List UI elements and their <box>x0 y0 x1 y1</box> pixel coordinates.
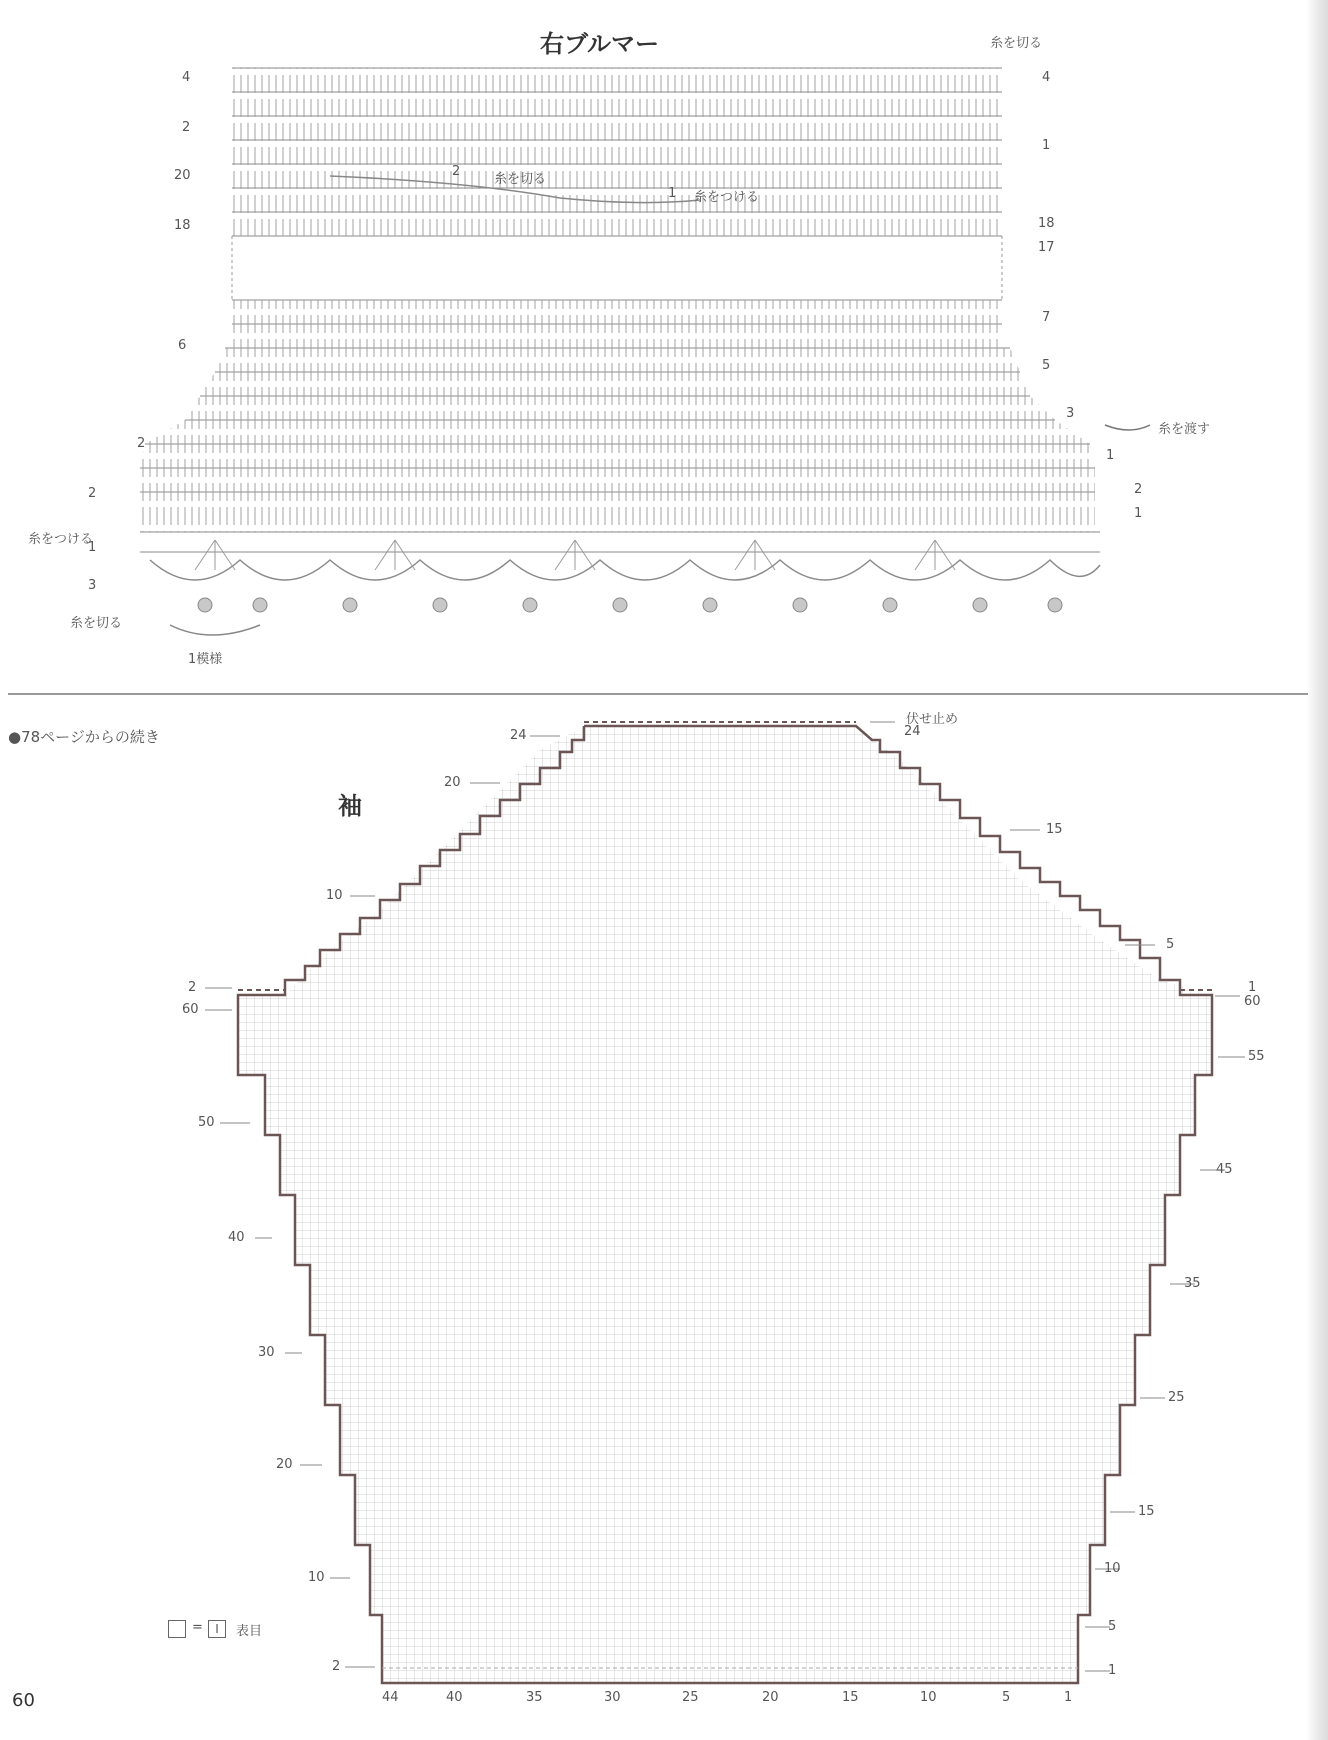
sleeve-row-right: 1 <box>1248 980 1257 995</box>
sleeve-col-number: 10 <box>920 1690 937 1705</box>
note-cut-yarn-bottom: 糸を切る <box>70 616 123 631</box>
row-number-left: 3 <box>88 578 97 593</box>
legend-label: 表目 <box>236 1624 263 1639</box>
sleeve-grid-cells <box>230 720 1220 1690</box>
sleeve-row-right: 24 <box>904 724 921 739</box>
sleeve-col-number: 20 <box>762 1690 779 1705</box>
sleeve-row-left: 40 <box>228 1230 245 1245</box>
short-row-number: 1 <box>668 186 677 201</box>
continuation-note: ●78ページからの続き <box>8 728 160 746</box>
row-number-left: 1 <box>88 540 97 555</box>
row-number-right: 5 <box>1042 358 1051 373</box>
row-number-left: 6 <box>178 338 187 353</box>
sleeve-row-right: 15 <box>1138 1504 1155 1519</box>
chart-title-right-bloomers: 右ブルマー <box>540 30 660 58</box>
sleeve-row-right: 5 <box>1166 937 1175 952</box>
sleeve-row-right: 5 <box>1108 1619 1117 1634</box>
sleeve-row-left: 20 <box>444 775 461 790</box>
sleeve-row-right: 60 <box>1244 994 1261 1009</box>
sleeve-row-left: 50 <box>198 1115 215 1130</box>
sleeve-row-right: 35 <box>1184 1276 1201 1291</box>
sleeve-row-left: 60 <box>182 1002 199 1017</box>
sleeve-col-number: 1 <box>1064 1690 1073 1705</box>
note-attach-yarn-mid: 糸をつける <box>694 190 760 205</box>
sleeve-row-left: 10 <box>308 1570 325 1585</box>
row-number-right: 2 <box>1134 482 1143 497</box>
row-number-left: 18 <box>174 218 191 233</box>
row-number-right: 1 <box>1134 506 1143 521</box>
chart-title-sleeve: 袖 <box>338 792 362 820</box>
sleeve-col-number: 30 <box>604 1690 621 1705</box>
row-number-right: 18 <box>1038 216 1055 231</box>
legend-empty-cell <box>168 1620 186 1638</box>
row-number-left: 2 <box>88 486 97 501</box>
sleeve-col-number: 35 <box>526 1690 543 1705</box>
legend-equals: = <box>192 1620 203 1635</box>
row-number-right: 1 <box>1042 138 1051 153</box>
sleeve-col-number: 15 <box>842 1690 859 1705</box>
note-cut-yarn-mid: 糸を切る <box>494 172 547 187</box>
sleeve-row-left: 30 <box>258 1345 275 1360</box>
row-number-right: 17 <box>1038 240 1055 255</box>
row-number-right: 1 <box>1106 448 1115 463</box>
row-number-right: 4 <box>1042 70 1051 85</box>
sleeve-col-number: 5 <box>1002 1690 1011 1705</box>
sleeve-row-left: 2 <box>188 980 197 995</box>
row-number-left: 20 <box>174 168 191 183</box>
sleeve-row-right: 15 <box>1046 822 1063 837</box>
legend-knit-symbol: I <box>208 1620 226 1638</box>
note-rejoin-yarn: 糸を渡す <box>1158 422 1211 437</box>
sleeve-row-left: 2 <box>332 1659 341 1674</box>
row-number-left: 2 <box>182 120 191 135</box>
short-row-number: 2 <box>452 164 461 179</box>
sleeve-row-right: 10 <box>1104 1561 1121 1576</box>
page-number: 60 <box>12 1690 35 1711</box>
sleeve-row-right: 25 <box>1168 1390 1185 1405</box>
note-cut-yarn-top: 糸を切る <box>990 36 1043 51</box>
sleeve-row-left: 20 <box>276 1457 293 1472</box>
sleeve-row-right: 55 <box>1248 1049 1265 1064</box>
sleeve-row-right: 45 <box>1216 1162 1233 1177</box>
sleeve-col-number: 44 <box>382 1690 399 1705</box>
note-attach-yarn-bottom: 糸をつける <box>28 532 94 547</box>
sleeve-row-right: 1 <box>1108 1663 1117 1678</box>
sleeve-row-left: 10 <box>326 888 343 903</box>
sleeve-row-left: 24 <box>510 728 527 743</box>
row-number-left: 4 <box>182 70 191 85</box>
sleeve-col-number: 40 <box>446 1690 463 1705</box>
note-bind-off: 伏せ止め <box>906 712 959 727</box>
row-number-right: 7 <box>1042 310 1051 325</box>
repeat-label: 1模様 <box>188 652 223 667</box>
row-number-right: 3 <box>1066 406 1075 421</box>
row-number-left: 2 <box>137 436 146 451</box>
sleeve-col-number: 25 <box>682 1690 699 1705</box>
